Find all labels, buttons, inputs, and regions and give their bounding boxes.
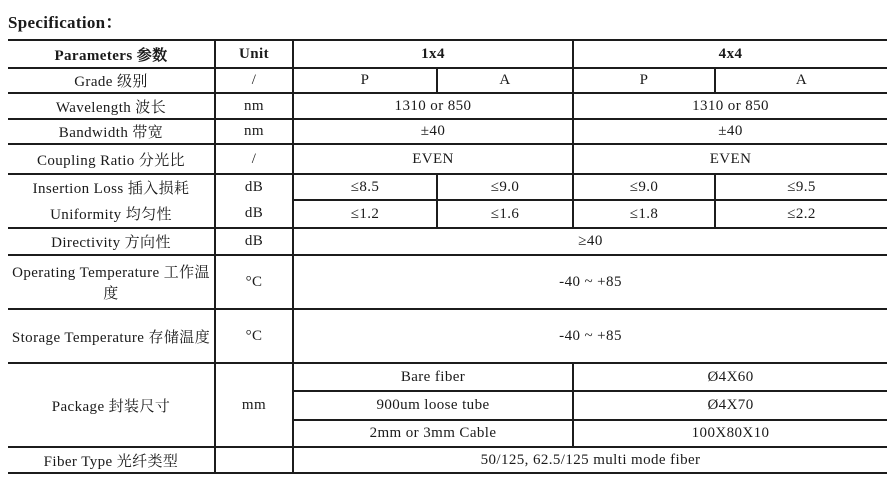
coupling-ratio-label: Coupling Ratio 分光比 bbox=[8, 144, 215, 174]
col-header-1x4: 1x4 bbox=[293, 40, 573, 68]
header-row bbox=[8, 40, 887, 68]
row-wavelength bbox=[8, 93, 887, 119]
insertion-loss-4x4-a: ≤9.5 bbox=[715, 174, 887, 200]
insertion-loss-1x4-p: ≤8.5 bbox=[293, 174, 437, 200]
grade-4x4-p: P bbox=[573, 68, 715, 93]
package-label: Package 封装尺寸 bbox=[8, 363, 215, 447]
package-type-loose-tube: 900um loose tube bbox=[293, 391, 573, 420]
grade-1x4-p: P bbox=[293, 68, 437, 93]
uniformity-label: Uniformity 均匀性 bbox=[8, 200, 215, 228]
col-header-unit: Unit bbox=[215, 40, 293, 68]
fiber-type-unit bbox=[215, 447, 293, 473]
specification-table bbox=[8, 39, 887, 474]
directivity-value: ≥40 bbox=[293, 228, 887, 255]
operating-temperature-unit: °C bbox=[215, 255, 293, 309]
package-size-bare-fiber: Ø4X60 bbox=[573, 363, 887, 391]
uniformity-4x4-p: ≤1.8 bbox=[573, 200, 715, 228]
row-insertion-loss bbox=[8, 174, 887, 200]
directivity-label: Directivity 方向性 bbox=[8, 228, 215, 255]
row-bandwidth bbox=[8, 119, 887, 144]
row-storage-temperature bbox=[8, 309, 887, 363]
wavelength-value-1x4: 1310 or 850 bbox=[293, 93, 573, 119]
storage-temperature-unit: °C bbox=[215, 309, 293, 363]
insertion-loss-4x4-p: ≤9.0 bbox=[573, 174, 715, 200]
operating-temperature-label: Operating Temperature 工作温度 bbox=[8, 255, 215, 309]
fiber-type-label: Fiber Type 光纤类型 bbox=[8, 447, 215, 473]
fiber-type-value: 50/125, 62.5/125 multi mode fiber bbox=[293, 447, 887, 473]
col-header-parameters: Parameters 参数 bbox=[8, 40, 215, 68]
coupling-ratio-unit: / bbox=[215, 144, 293, 174]
bandwidth-unit: nm bbox=[215, 119, 293, 144]
package-type-bare-fiber: Bare fiber bbox=[293, 363, 573, 391]
uniformity-1x4-p: ≤1.2 bbox=[293, 200, 437, 228]
package-unit: mm bbox=[215, 363, 293, 447]
grade-1x4-a: A bbox=[437, 68, 573, 93]
uniformity-4x4-a: ≤2.2 bbox=[715, 200, 887, 228]
wavelength-unit: nm bbox=[215, 93, 293, 119]
row-uniformity bbox=[8, 200, 887, 228]
bandwidth-value-4x4: ±40 bbox=[573, 119, 887, 144]
row-package-bare-fiber bbox=[8, 363, 887, 391]
grade-unit: / bbox=[215, 68, 293, 93]
insertion-loss-unit: dB bbox=[215, 174, 293, 200]
uniformity-unit: dB bbox=[215, 200, 293, 228]
bandwidth-label: Bandwidth 带宽 bbox=[8, 119, 215, 144]
package-size-loose-tube: Ø4X70 bbox=[573, 391, 887, 420]
package-size-cable: 100X80X10 bbox=[573, 420, 887, 447]
grade-4x4-a: A bbox=[715, 68, 887, 93]
section-title: Specification： bbox=[8, 13, 123, 32]
coupling-ratio-value-1x4: EVEN bbox=[293, 144, 573, 174]
row-fiber-type bbox=[8, 447, 887, 473]
bandwidth-value-1x4: ±40 bbox=[293, 119, 573, 144]
directivity-unit: dB bbox=[215, 228, 293, 255]
row-operating-temperature bbox=[8, 255, 887, 309]
package-type-cable: 2mm or 3mm Cable bbox=[293, 420, 573, 447]
row-grade bbox=[8, 68, 887, 93]
coupling-ratio-value-4x4: EVEN bbox=[573, 144, 887, 174]
row-directivity bbox=[8, 228, 887, 255]
insertion-loss-1x4-a: ≤9.0 bbox=[437, 174, 573, 200]
operating-temperature-value: -40 ~ +85 bbox=[293, 255, 887, 309]
grade-label: Grade 级别 bbox=[8, 68, 215, 93]
uniformity-1x4-a: ≤1.6 bbox=[437, 200, 573, 228]
storage-temperature-label: Storage Temperature 存储温度 bbox=[8, 309, 215, 363]
insertion-loss-label: Insertion Loss 插入损耗 bbox=[8, 174, 215, 200]
storage-temperature-value: -40 ~ +85 bbox=[293, 309, 887, 363]
wavelength-label: Wavelength 波长 bbox=[8, 93, 215, 119]
col-header-4x4: 4x4 bbox=[573, 40, 887, 68]
wavelength-value-4x4: 1310 or 850 bbox=[573, 93, 887, 119]
row-coupling-ratio bbox=[8, 144, 887, 174]
